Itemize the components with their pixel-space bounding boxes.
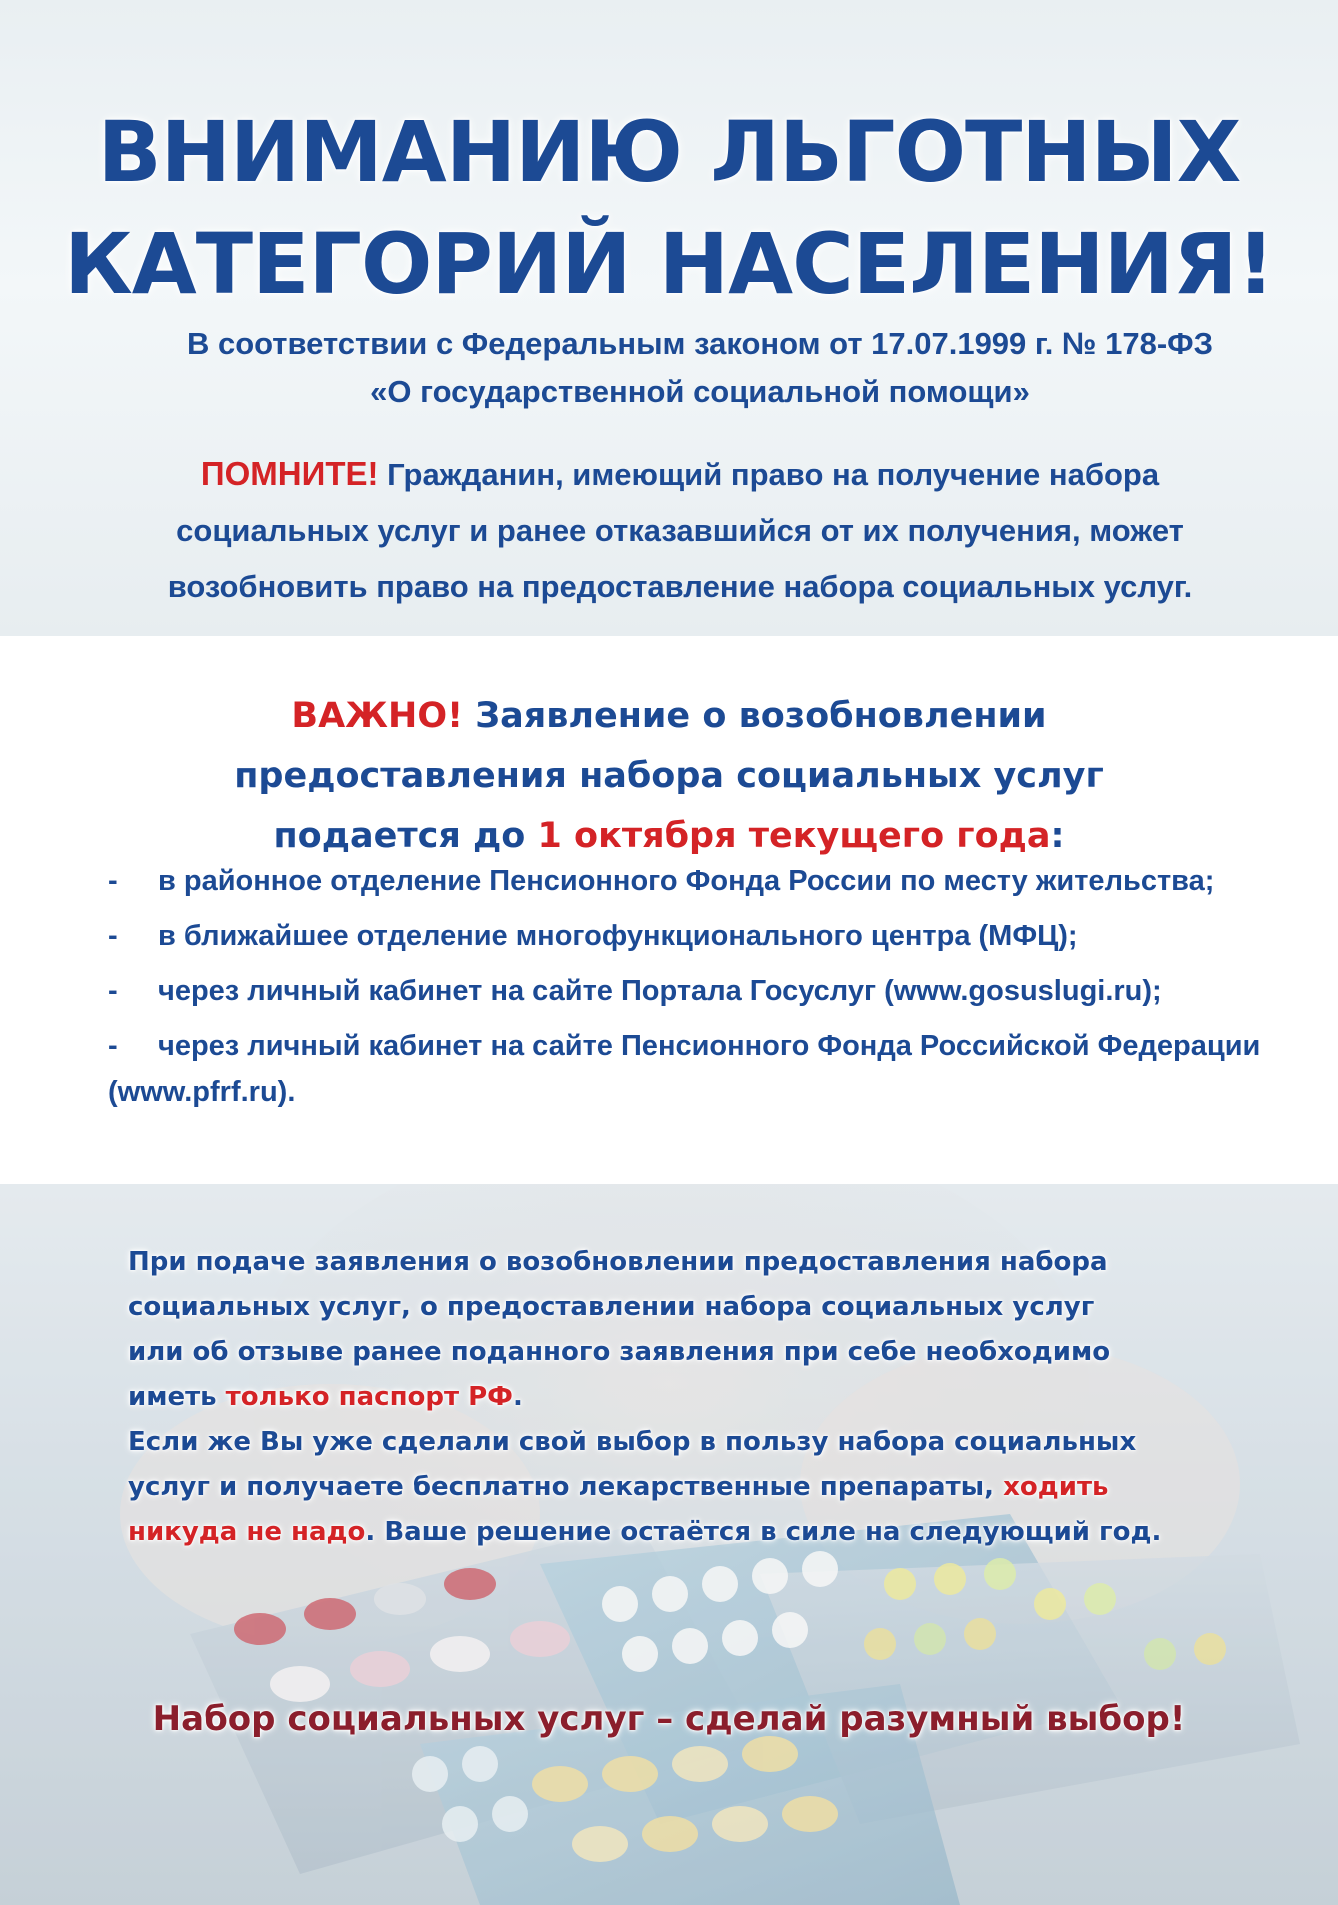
info-line-7 bbox=[128, 1510, 1208, 1555]
important-line-3-start: подается до bbox=[273, 816, 538, 856]
info-section bbox=[0, 1184, 1338, 1905]
info-line-6 bbox=[128, 1465, 1208, 1510]
important-line-3-end: : bbox=[1050, 816, 1065, 856]
list-item-text: через личный кабинет на сайте Пенсионного Фонда Российской Федерации (www.pfrf.ru). bbox=[108, 1030, 1261, 1108]
info-line-5: Если же Вы уже сделали свой выбор в пользу набора социальных bbox=[128, 1427, 1137, 1457]
deadline-text: 1 октября текущего года bbox=[537, 816, 1051, 856]
remember-line-2: социальных услуг и ранее отказавшийся от их получения, может bbox=[176, 513, 1184, 548]
law-reference bbox=[100, 320, 1300, 416]
remember-line-1-text: Гражданин, имеющий право на получение набора bbox=[378, 457, 1160, 492]
info-line-1: При подаче заявления о возобновлении предоставления набора bbox=[128, 1247, 1108, 1277]
important-notice bbox=[0, 686, 1338, 866]
submission-methods-list bbox=[108, 854, 1308, 1115]
info-line-3: или об отзыве ранее поданного заявления при себе необходимо bbox=[128, 1337, 1111, 1367]
list-item-text: в ближайшее отделение многофункционального центра (МФЦ); bbox=[158, 920, 1078, 952]
remember-label: ПОМНИТЕ! bbox=[200, 455, 379, 492]
list-item-text: через личный кабинет на сайте Портала Госуслуг (www.gosuslugi.ru); bbox=[158, 975, 1162, 1007]
list-item bbox=[108, 854, 1308, 909]
header-section bbox=[0, 0, 1338, 636]
important-line-1 bbox=[0, 686, 1338, 746]
info-line-4-end: . bbox=[512, 1382, 523, 1412]
info-line-2: социальных услуг, о предоставлении набора социальных услуг bbox=[128, 1292, 1095, 1322]
title-line-1: ВНИМАНИЮ ЛЬГОТНЫХ bbox=[97, 103, 1241, 201]
list-dash: - bbox=[108, 1030, 118, 1062]
title-line-2: КАТЕГОРИЙ НАСЕЛЕНИЯ! bbox=[64, 215, 1274, 313]
info-text bbox=[128, 1240, 1208, 1555]
no-need-highlight-1: ходить bbox=[1003, 1472, 1109, 1502]
list-dash: - bbox=[108, 975, 118, 1007]
info-line-4-start: иметь bbox=[128, 1382, 226, 1412]
law-line-1: В соответствии с Федеральным законом от 17.07.1999 г. № 178-ФЗ bbox=[186, 326, 1214, 361]
remember-notice bbox=[120, 446, 1240, 615]
list-item bbox=[108, 909, 1308, 964]
info-line-7-end: . Ваше решение остаётся в силе на следующий год. bbox=[365, 1517, 1162, 1547]
passport-highlight: только паспорт РФ bbox=[225, 1382, 513, 1412]
info-line-6-start: услуг и получаете бесплатно лекарственные препараты, bbox=[128, 1472, 1004, 1502]
law-line-2: «О государственной социальной помощи» bbox=[370, 374, 1030, 409]
list-item-text: в районное отделение Пенсионного Фонда России по месту жительства; bbox=[158, 865, 1215, 897]
info-line-4 bbox=[128, 1375, 1208, 1420]
no-need-highlight-2: никуда не надо bbox=[128, 1517, 366, 1547]
remember-line-1 bbox=[120, 446, 1240, 503]
list-dash: - bbox=[108, 920, 118, 952]
list-item bbox=[108, 964, 1308, 1019]
list-dash: - bbox=[108, 865, 118, 897]
slogan: Набор социальных услуг – сделай разумный выбор! bbox=[152, 1699, 1186, 1739]
important-label: ВАЖНО! bbox=[291, 696, 464, 736]
remember-line-3: возобновить право на предоставление набора социальных услуг. bbox=[167, 569, 1193, 604]
important-line-2: предоставления набора социальных услуг bbox=[234, 756, 1104, 796]
list-item bbox=[108, 1023, 1308, 1115]
page-title bbox=[0, 96, 1338, 320]
important-section bbox=[0, 636, 1338, 1184]
important-line-1-text: Заявление о возобновлении bbox=[463, 696, 1047, 736]
